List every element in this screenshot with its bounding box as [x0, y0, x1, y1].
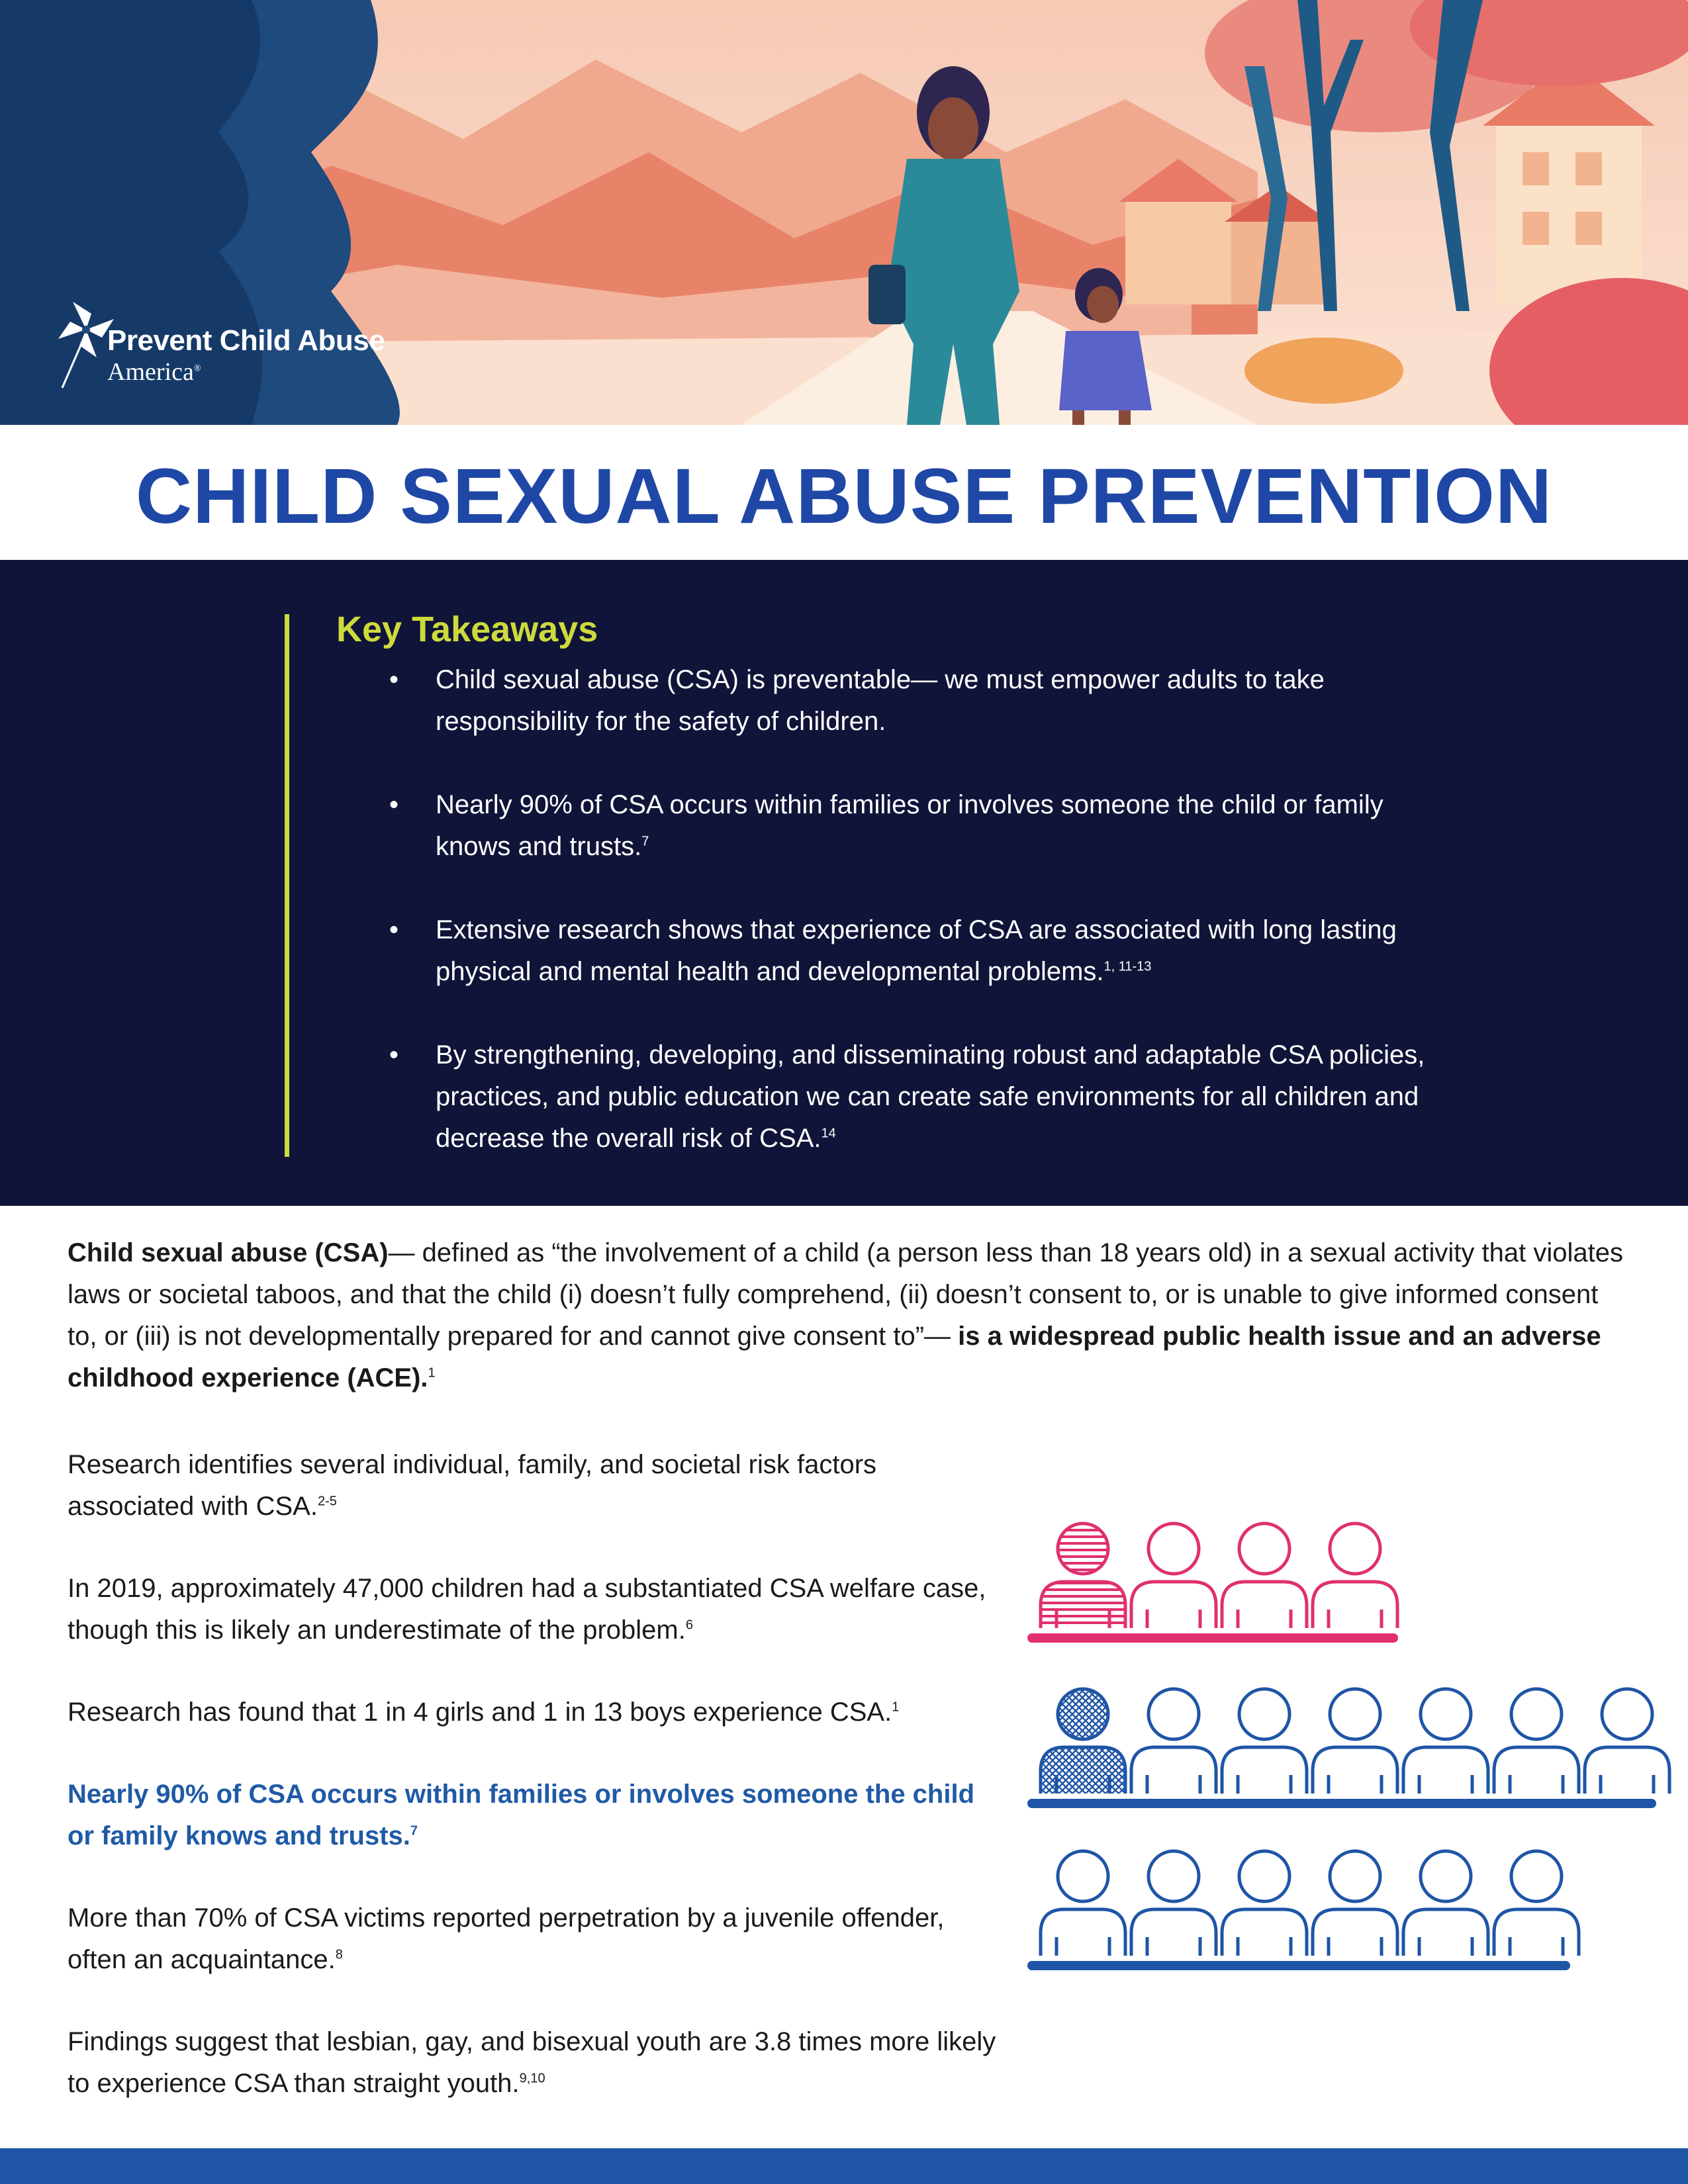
- known-perpetrator-paragraph: Nearly 90% of CSA occurs within families or involves someone the child or family knows and trusts.$^7$: [68, 1780, 975, 1850]
- brand-subname: America®: [107, 358, 201, 386]
- takeaway-item: • By strengthening, developing, and disseminating robust and adaptable CSA policies, practices, and public education we can create safe environments for all children and decrease the overall risk of CSA.$^{14}$: [384, 1034, 1443, 1160]
- person-icon: [1041, 1851, 1125, 1956]
- person-icon-highlighted: [1041, 1524, 1125, 1628]
- person-icon: [1403, 1851, 1488, 1956]
- person-icon: [1222, 1851, 1307, 1956]
- key-takeaways-panel: [0, 560, 1688, 1206]
- brand-logo[interactable]: [53, 296, 424, 389]
- person-icon: [1585, 1689, 1669, 1794]
- accent-rule: [285, 614, 289, 1157]
- key-takeaways-heading: Key Takeaways: [336, 610, 598, 649]
- juvenile-icon-row: [1027, 1851, 1579, 1970]
- key-takeaways-list: [384, 659, 1443, 1201]
- takeaway-item: • Nearly 90% of CSA occurs within families or involves someone the child or family knows and trusts.$^7$: [384, 784, 1443, 868]
- takeaway-item: • Extensive research shows that experience of CSA are associated with long lasting physical and mental health and developmental problems.$^{1, 11-13}$: [384, 909, 1443, 993]
- bullet-icon: •: [389, 1040, 399, 1069]
- person-icon: [1313, 1524, 1397, 1628]
- bullet-icon: •: [389, 915, 399, 944]
- bullet-icon: •: [389, 665, 399, 694]
- person-icon: [1131, 1689, 1216, 1794]
- baseline-bar: [1027, 1961, 1570, 1970]
- boys-icon-row: [1027, 1689, 1669, 1808]
- bullet-icon: •: [389, 790, 399, 819]
- prevalence-paragraph: Research has found that 1 in 4 girls and 1 in 13 boys experience CSA.$^1$: [68, 1698, 900, 1727]
- page-title: CHILD SEXUAL ABUSE PREVENTION: [135, 453, 1553, 540]
- person-icon: [1313, 1851, 1397, 1956]
- person-icon-highlighted: [1041, 1689, 1125, 1794]
- risk-factors-paragraph: Research identifies several individual, family, and societal risk factors associated with CSA.$^{2-5}$: [68, 1450, 877, 1521]
- definition-emphasis: is a widespread public health issue and an adverse childhood experience (ACE).: [68, 1322, 1601, 1392]
- definition-term: Child sexual abuse (CSA): [68, 1238, 389, 1267]
- juvenile-offender-paragraph: More than 70% of CSA victims reported perpetration by a juvenile offender, often an acquaintance.$^8$: [68, 1903, 945, 1974]
- person-icon: [1403, 1689, 1488, 1794]
- hero-illustration: [0, 0, 1688, 425]
- brand-name: Prevent Child Abuse: [107, 324, 385, 357]
- person-icon: [1222, 1524, 1307, 1628]
- baseline-bar: [1027, 1633, 1398, 1643]
- baseline-bar: [1027, 1799, 1656, 1808]
- takeaway-item: • Child sexual abuse (CSA) is preventable— we must empower adults to take responsibility for the safety of children.: [384, 659, 1443, 743]
- lgb-youth-paragraph: Findings suggest that lesbian, gay, and bisexual youth are 3.8 times more likely to experience CSA than straight youth.$^{9,10}$: [68, 2027, 996, 2098]
- person-icon: [1494, 1851, 1579, 1956]
- girls-icon-row: [1027, 1524, 1398, 1643]
- person-icon: [1494, 1689, 1579, 1794]
- person-icon: [1313, 1689, 1397, 1794]
- cases-2019-paragraph: In 2019, approximately 47,000 children had a substantiated CSA welfare case, though this is likely an underestimate of the problem.$^6$: [68, 1574, 986, 1645]
- person-icon: [1131, 1524, 1216, 1628]
- footer-bar: [0, 2148, 1688, 2184]
- definition-paragraph: Child sexual abuse (CSA)— defined as “the involvement of a child (a person less than 18 years old) in a sexual activity that violates laws or societal taboos, and that the child (i) doesn’t fully comprehend, (ii) doesn’t consent to, or is unable to give informed consent to, or (iii) is not developmentally prepared for and cannot give consent to”— is a widespread public health issue and an adverse childhood experience (ACE).$^1$: [68, 1238, 1623, 1392]
- person-icon: [1131, 1851, 1216, 1956]
- person-icon: [1222, 1689, 1307, 1794]
